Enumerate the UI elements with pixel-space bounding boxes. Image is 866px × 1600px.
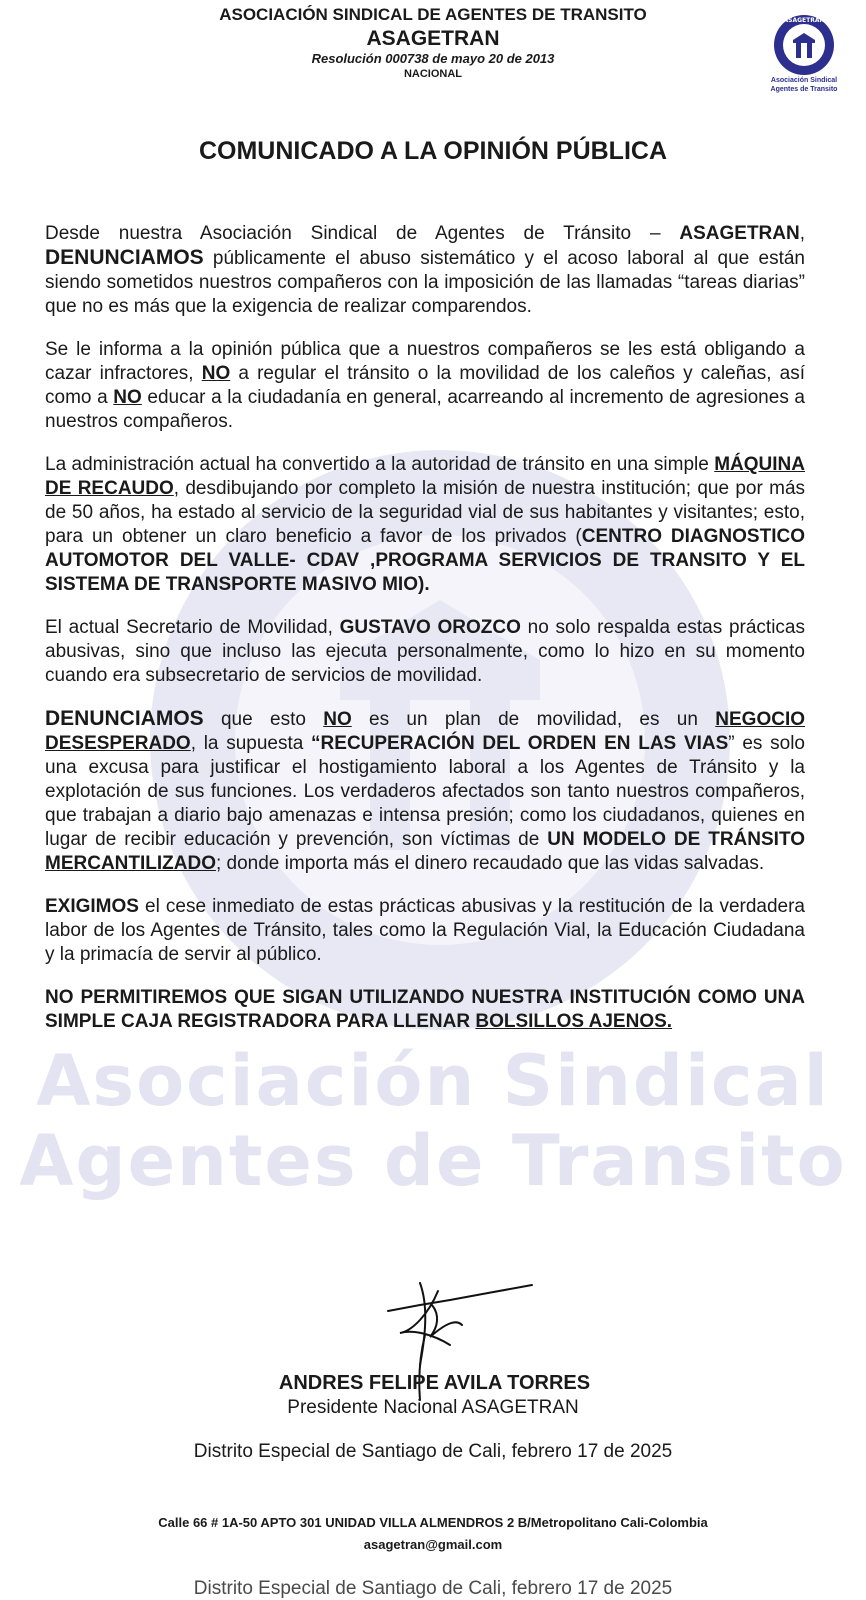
organization-abbreviation: ASAGETRAN — [366, 27, 500, 50]
paragraph-1: Desde nuestra Asociación Sindical de Agentes de Tránsito – ASAGETRAN, DENUNCIAMOS públicamente el abuso sistemático y el acoso laboral al que están siendo sometidos nuestros compañeros con la imposición de las llamadas “tareas diarias” que no es más que la exigencia de realizar comparendos. — [45, 223, 805, 317]
signer-name: ANDRES FELIPE AVILA TORRES — [278, 1372, 591, 1394]
footer-email: asagetran@gmail.com — [363, 1537, 503, 1552]
scope-label: NACIONAL — [403, 68, 463, 80]
place-and-date: Distrito Especial de Santiago de Cali, febrero 17 de 2025 — [193, 1441, 673, 1462]
paragraph-4: El actual Secretario de Movilidad, GUSTAVO OROZCO no solo respalda estas prácticas abusivas, sino que incluso las ejecuta personalmente, como lo hizo en su momento cuando era subsecretario de servicios de movilidad. — [45, 617, 806, 686]
paragraph-2: Se le informa a la opinión pública que a nuestros compañeros se les está obligando a cazar infractores, NO a regular el tránsito o la movilidad de los caleños y caleñas, así como a NO educar a la ciudadanía en general, acarreando al incremento de agresiones a nuestros compañeros. — [45, 339, 806, 432]
paragraph-6: EXIGIMOS el cese inmediato de estas prácticas abusivas y la restitución de la verdadera labor de los Agentes de Tránsito, tales como la Regulación Vial, la Educación Ciudadana y la primacía de servir al público. — [45, 896, 805, 965]
document-body — [45, 222, 805, 1053]
resolution-line: Resolución 000738 de mayo 20 de 2013 — [311, 51, 555, 66]
paragraph-5: DENUNCIAMOS que esto NO es un plan de movilidad, es un NEGOCIO DESESPERADO, la supuesta “RECUPERACIÓN DEL ORDEN EN LAS VIAS” es solo una excusa para justificar el hostigamiento laboral a los Agentes de Tránsito y la explotación de sus funciones. Los verdaderos afectados son tanto nuestros compañeros, que trabajan a diario bajo amenazas e intensa presión; como los ciudadanos, quienes en lugar de recibir educación y prevención, son víctimas de UN MODELO DE TRÁNSITO MERCANTILIZADO; donde importa más el dinero recaudado que las vidas salvadas. — [45, 707, 805, 874]
watermark-text-line1: Asociación Sindical — [36, 1040, 830, 1122]
footer — [0, 1512, 866, 1556]
logo-caption-line2: Agentes de Transito — [770, 86, 838, 93]
letterhead — [0, 4, 866, 81]
paragraph-3: La administración actual ha convertido a la autoridad de tránsito en una simple MÁQUINA DE RECAUDO, desdibujando por completo la misión de nuestra institución; que por más de 50 años, ha estado al servicio de la seguridad vial de sus habitantes y visitantes; esto, para un obtener un claro beneficio a favor de los privados (CENTRO DIAGNOSTICO AUTOMOTOR DEL VALLE- CDAV ,PROGRAMA SERVICIOS DE TRANSITO Y EL SISTEMA DE TRANSPORTE MASIVO MIO). — [45, 454, 806, 595]
watermark-text-line2: Agentes de Transito — [19, 1120, 847, 1202]
place-and-date-repeat: Distrito Especial de Santiago de Cali, febrero 17 de 2025 — [193, 1578, 673, 1599]
signer-block — [0, 1370, 866, 1420]
paragraph-7: NO PERMITIREMOS QUE SIGAN UTILIZANDO NUESTRA INSTITUCIÓN COMO UNA SIMPLE CAJA REGISTRADORA PARA LLENAR BOLSILLOS AJENOS. — [45, 987, 805, 1032]
footer-address: Calle 66 # 1A-50 APTO 301 UNIDAD VILLA ALMENDROS 2 B/Metropolitano Cali-Colombia — [158, 1515, 708, 1530]
document-title: COMUNICADO A LA OPINIÓN PÚBLICA — [198, 137, 668, 165]
signer-role: Presidente Nacional ASAGETRAN — [287, 1397, 579, 1418]
logo-ring-text: ASAGETRAN — [783, 17, 825, 24]
logo-caption-line1: Asociación Sindical — [770, 77, 838, 84]
union-emblem-icon — [773, 14, 835, 76]
union-logo — [764, 14, 844, 94]
organization-name: ASOCIACIÓN SINDICAL DE AGENTES DE TRANSITO — [219, 5, 647, 24]
